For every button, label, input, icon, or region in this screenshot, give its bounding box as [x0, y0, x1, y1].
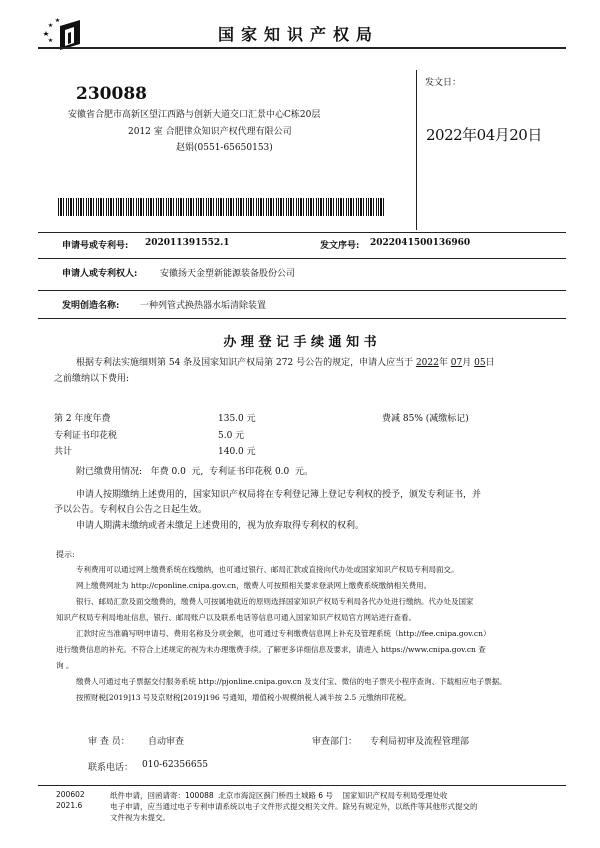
recipient-address-line1: 安徽省合肥市高新区望江西路与创新大道交口汇景中心C栋20层 [68, 110, 321, 120]
body-para2: 申请人期满未缴纳或者未缴足上述费用的，视为放弃取得专利权的权利。 [76, 521, 365, 531]
dept-label: 审查部门： [312, 737, 358, 747]
tip-line-5: 汇款时应当准确写明申请号、费用名称及分项金额，也可通过专利缴费信息网上补充及管理系统（http://fee.cnipa.gov.cn） [76, 629, 491, 638]
footer-code-2: 2021.6 [56, 801, 83, 810]
field-rule-4 [38, 318, 566, 319]
field-rule-1 [38, 232, 566, 233]
header-rule [38, 47, 566, 49]
applicant-label: 申请人或专利权人: [62, 269, 138, 279]
footer-line-1: 纸件申请，回函请寄：100088 北京市海淀区蓟门桥西土城路 6 号 国家知识产权局专利局受理处收 [110, 791, 448, 800]
tip-line-9: 按照财税[2019]13 号及京财税[2019]196 号通知，增值税小规模纳税人减半按 2.5 元缴纳印花税。 [76, 693, 412, 702]
tip-line-1: 专利费用可以通过网上缴费系统在线缴纳，也可通过银行、邮局汇款或直接向代办处或国家知识产权局专利局面交。 [76, 565, 459, 574]
invention-label: 发明创造名称: [62, 301, 120, 311]
due-year: 2022 [415, 358, 439, 368]
body-para1-line1: 申请人按期缴纳上述费用的，国家知识产权局将在专利登记簿上登记专利权的授予，颁发专利证书，并 [76, 490, 482, 500]
barcode [58, 198, 386, 216]
tip-line-6: 进行缴费信息的补充。不符合上述规定的视为未办理缴费手续。了解更多详细信息及要求，请进入 https://www.cnipa.gov.cn 查 [56, 645, 486, 654]
footer-line-3: 文件视为未提交。 [110, 813, 170, 822]
notice-intro-text: 根据专利法实施细则第 54 条及国家知识产权局第 272 号公告的规定，申请人应当于 [76, 358, 414, 368]
postcode: 230088 [76, 84, 147, 104]
fee-row-1-name: 第 2 年度年费 [54, 414, 111, 424]
fee-row-1-amount: 135.0 元 [218, 414, 256, 424]
notice-intro-line1 [76, 355, 495, 368]
tip-line-3: 银行、邮局汇款及面交缴费的，缴费人可按属地就近的原则选择国家知识产权局专利局各代办处进行缴纳。代办处及国家 [76, 597, 474, 606]
app-no-label: 申请号或专利号: [62, 241, 129, 251]
footer-rule [38, 785, 566, 786]
notice-intro-line2: 之前缴纳以下费用: [54, 374, 130, 384]
field-rule-2 [38, 258, 566, 259]
applicant-value: 安徽扬天金塑新能源装备股份公司 [160, 269, 296, 279]
phone-value: 010-62356655 [142, 760, 209, 770]
due-year-unit: 年 [438, 358, 448, 368]
due-day: 05 [474, 358, 486, 368]
due-month-unit: 月 [462, 358, 472, 368]
field-rule-3 [38, 290, 566, 291]
tip-line-8: 缴费人可通过电子票据交付服务系统 http://pjonline.cnipa.gov.cn 及支付宝、微信的电子票夹小程序查询、下载相应电子票据。 [76, 677, 507, 686]
recipient-address-line2: 2012 室 合肥律众知识产权代理有限公司 [128, 127, 292, 137]
fee-row-3-name: 共计 [54, 447, 73, 457]
footer-code-1: 200602 [56, 790, 85, 799]
app-no-value: 202011391552.1 [145, 238, 230, 248]
body-para1-line2: 予以公告。专利权自公告之日起生效。 [54, 505, 208, 515]
fee-row-2-amount: 5.0 元 [218, 431, 245, 441]
due-day-unit: 日 [485, 358, 495, 368]
footer-line-2: 电子申请，应当通过电子专利申请系统以电子文件形式提交相关文件。除另有规定外，以纸件等其他形式提交的 [110, 802, 478, 811]
issue-date-label: 发文日： [425, 78, 462, 88]
phone-label: 联系电话： [88, 763, 134, 773]
fee-row-2-name: 专利证书印花税 [54, 431, 118, 441]
serial-label: 发文序号: [320, 241, 360, 251]
fee-row-3-amount: 140.0 元 [218, 447, 256, 457]
examiner-value: 自动审查 [148, 737, 185, 747]
recipient-contact: 赵娟(0551-65650153) [176, 143, 273, 153]
dept-value: 专利局初审及流程管理部 [370, 737, 470, 747]
tip-line-2: 网上缴费网址为 http://cponline.cnipa.gov.cn，缴费人可按照相关要求登录网上缴费系统缴纳相关费用。 [76, 581, 432, 590]
due-month: 07 [450, 358, 463, 368]
fee-row-1-note: 费减 85% (减缴标记) [382, 414, 469, 424]
office-name: 国家知识产权局 [218, 25, 380, 44]
tips-label: 提示: [56, 550, 75, 559]
tip-line-7: 询 。 [56, 661, 74, 670]
invention-value: 一种列管式换热器水垢清除装置 [140, 301, 267, 311]
paid-status: 附已缴费用情况: 年费 0.0 元, 专利证书印花税 0.0 元。 [76, 467, 313, 477]
issue-date-value: 2022年04月20日 [426, 126, 542, 144]
tip-line-4: 知识产权局专利局地址信息，银行、邮局账户以及联系电话等信息可通入国家知识产权局官方网站进行查看。 [56, 613, 416, 622]
serial-value: 2022041500136960 [370, 238, 471, 248]
address-divider [416, 70, 417, 230]
examiner-label: 审 查 员： [88, 737, 130, 747]
notice-title: 办 理 登 记 手 续 通 知 书 [223, 335, 377, 350]
